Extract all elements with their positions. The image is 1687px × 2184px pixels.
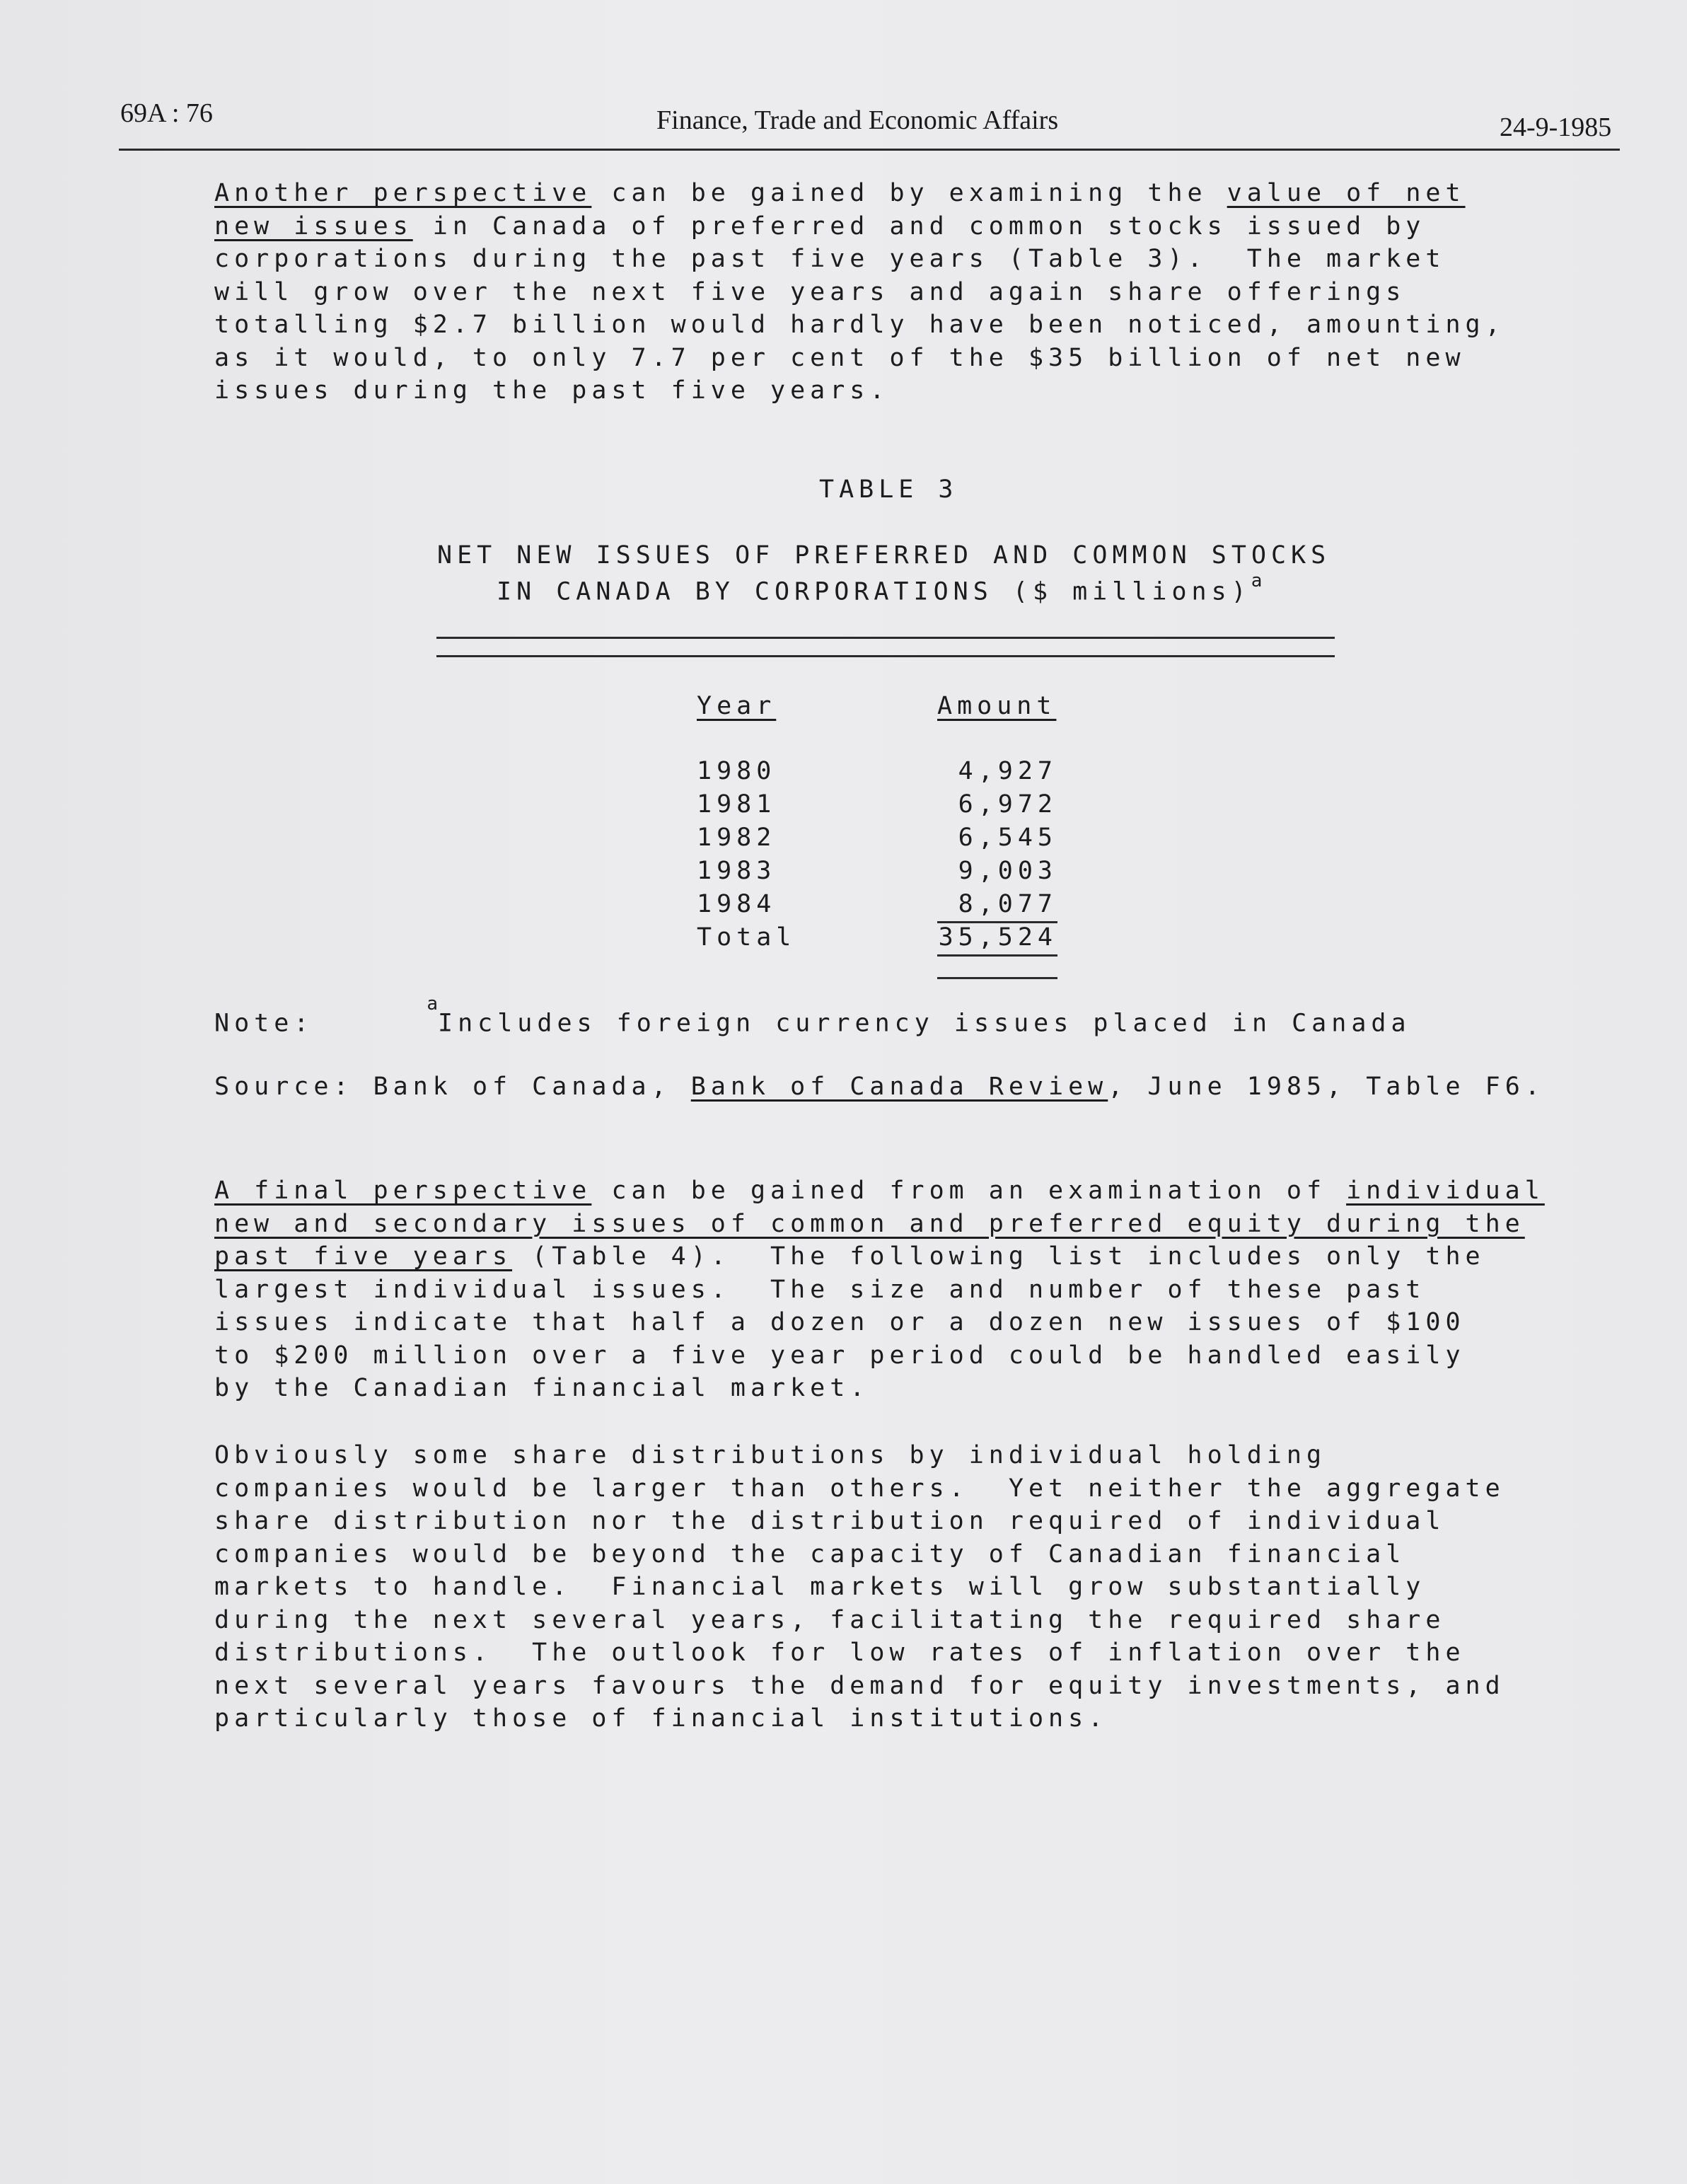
paragraph-line: share distribution nor the distribution required of individual: [214, 1507, 1446, 1535]
footnote-marker: a: [427, 993, 439, 1015]
footnote-marker: a: [1251, 570, 1263, 591]
underlined-phrase: A final perspective: [214, 1177, 592, 1205]
paragraph-line: [214, 1240, 1545, 1273]
year-cell: 1980: [697, 757, 777, 785]
paragraph-line: markets to handle. Financial markets will grow substantially: [214, 1573, 1426, 1601]
year-cell: 1981: [697, 790, 777, 819]
paragraph-line: by the Canadian financial market.: [214, 1374, 870, 1402]
year-cell: 1982: [697, 824, 777, 852]
total-label: Total: [697, 923, 796, 952]
source-text: , June 1985, Table F6.: [1108, 1073, 1545, 1101]
paragraph-line: new and secondary issues of common and preferred equity during the: [214, 1209, 1525, 1238]
total-rule: [937, 954, 1057, 957]
column-header-year: Year: [697, 692, 777, 720]
text-run: (Table 4). The following list includes only the: [512, 1242, 1485, 1271]
paragraph-line: next several years favours the demand for equity investments, and: [214, 1671, 1505, 1700]
table-top-rule-2: [436, 655, 1335, 657]
header-rule: [119, 149, 1620, 151]
column-header-amount: Amount: [937, 692, 1057, 720]
source-publication: Bank of Canada Review: [690, 1073, 1108, 1101]
text-run: in Canada of preferred and common stocks issued by: [412, 212, 1426, 241]
table-note: [214, 993, 1411, 1038]
paragraph-line: [214, 210, 1505, 243]
paragraph-line: Obviously some share distributions by individual holding: [214, 1441, 1327, 1469]
paragraph-line: largest individual issues. The size and number of these past: [214, 1275, 1426, 1304]
year-cell: 1984: [697, 890, 777, 918]
table-title-text: IN CANADA BY CORPORATIONS ($ millions): [497, 577, 1251, 606]
page-reference: 69A : 76: [120, 98, 213, 128]
year-cell: 1983: [697, 857, 777, 885]
paragraph-line: companies would be larger than others. Yet neither the aggregate: [214, 1474, 1505, 1503]
note-label: Note:: [214, 1009, 314, 1038]
source-text: Bank of Canada,: [373, 1073, 691, 1101]
table-title-line-1: NET NEW ISSUES OF PREFERRED AND COMMON STOCKS: [437, 541, 1331, 570]
amount-cell: 9,003: [958, 857, 1057, 885]
underlined-phrase: Another perspective: [214, 179, 592, 207]
underlined-phrase: individual: [1346, 1177, 1545, 1205]
paragraph-line: issues during the past five years.: [214, 376, 890, 405]
amount-cell: 8,077: [958, 890, 1057, 918]
amount-cell: 4,927: [958, 757, 1057, 785]
table-label: TABLE 3: [819, 475, 958, 504]
paragraph-line: during the next several years, facilitating the required share: [214, 1605, 1446, 1634]
paragraph-line: totalling $2.7 billion would hardly have been noticed, amounting,: [214, 311, 1505, 339]
table-source: [214, 1073, 1545, 1101]
note-text: Includes foreign currency issues placed in Canada: [438, 1009, 1411, 1038]
amount-cell: 6,972: [958, 790, 1057, 819]
paragraph-line: will grow over the next five years and again share offerings: [214, 277, 1406, 306]
paragraph-line: particularly those of financial institutions.: [214, 1704, 1108, 1733]
paragraph-line: distributions. The outlook for low rates of inflation over the: [214, 1639, 1466, 1667]
running-title: Finance, Trade and Economic Affairs: [656, 105, 1059, 135]
total-amount: 35,524: [938, 923, 1057, 952]
amount-cell: 6,545: [958, 824, 1057, 852]
paragraph-3: [214, 1439, 1505, 1735]
header-date: 24-9-1985: [1500, 112, 1612, 142]
underlined-phrase: value of net: [1227, 179, 1466, 207]
text-run: can be gained from an examination of: [591, 1177, 1347, 1205]
paragraph-line: as it would, to only 7.7 per cent of the $35 billion of net new: [214, 343, 1466, 372]
paragraph-line: issues indicate that half a dozen or a dozen new issues of $100: [214, 1308, 1466, 1336]
source-label: Source:: [214, 1073, 354, 1101]
paragraph-line: to $200 million over a five year period could be handled easily: [214, 1341, 1466, 1370]
table-top-rule: [436, 637, 1335, 639]
paragraph-1: [214, 177, 1505, 408]
paragraph-line: companies would be beyond the capacity of Canadian financial: [214, 1539, 1406, 1568]
table-title-line-2: [497, 570, 1263, 606]
paragraph-line: [214, 1174, 1545, 1208]
underlined-phrase: new issues: [214, 212, 413, 241]
paragraph-2: [214, 1174, 1545, 1405]
paragraph-line: [214, 177, 1505, 210]
underlined-phrase: past five years: [214, 1242, 513, 1271]
total-double-rule: [937, 977, 1057, 979]
paragraph-line: corporations during the past five years (Table 3). The market: [214, 245, 1446, 273]
text-run: can be gained by examining the: [591, 179, 1227, 207]
